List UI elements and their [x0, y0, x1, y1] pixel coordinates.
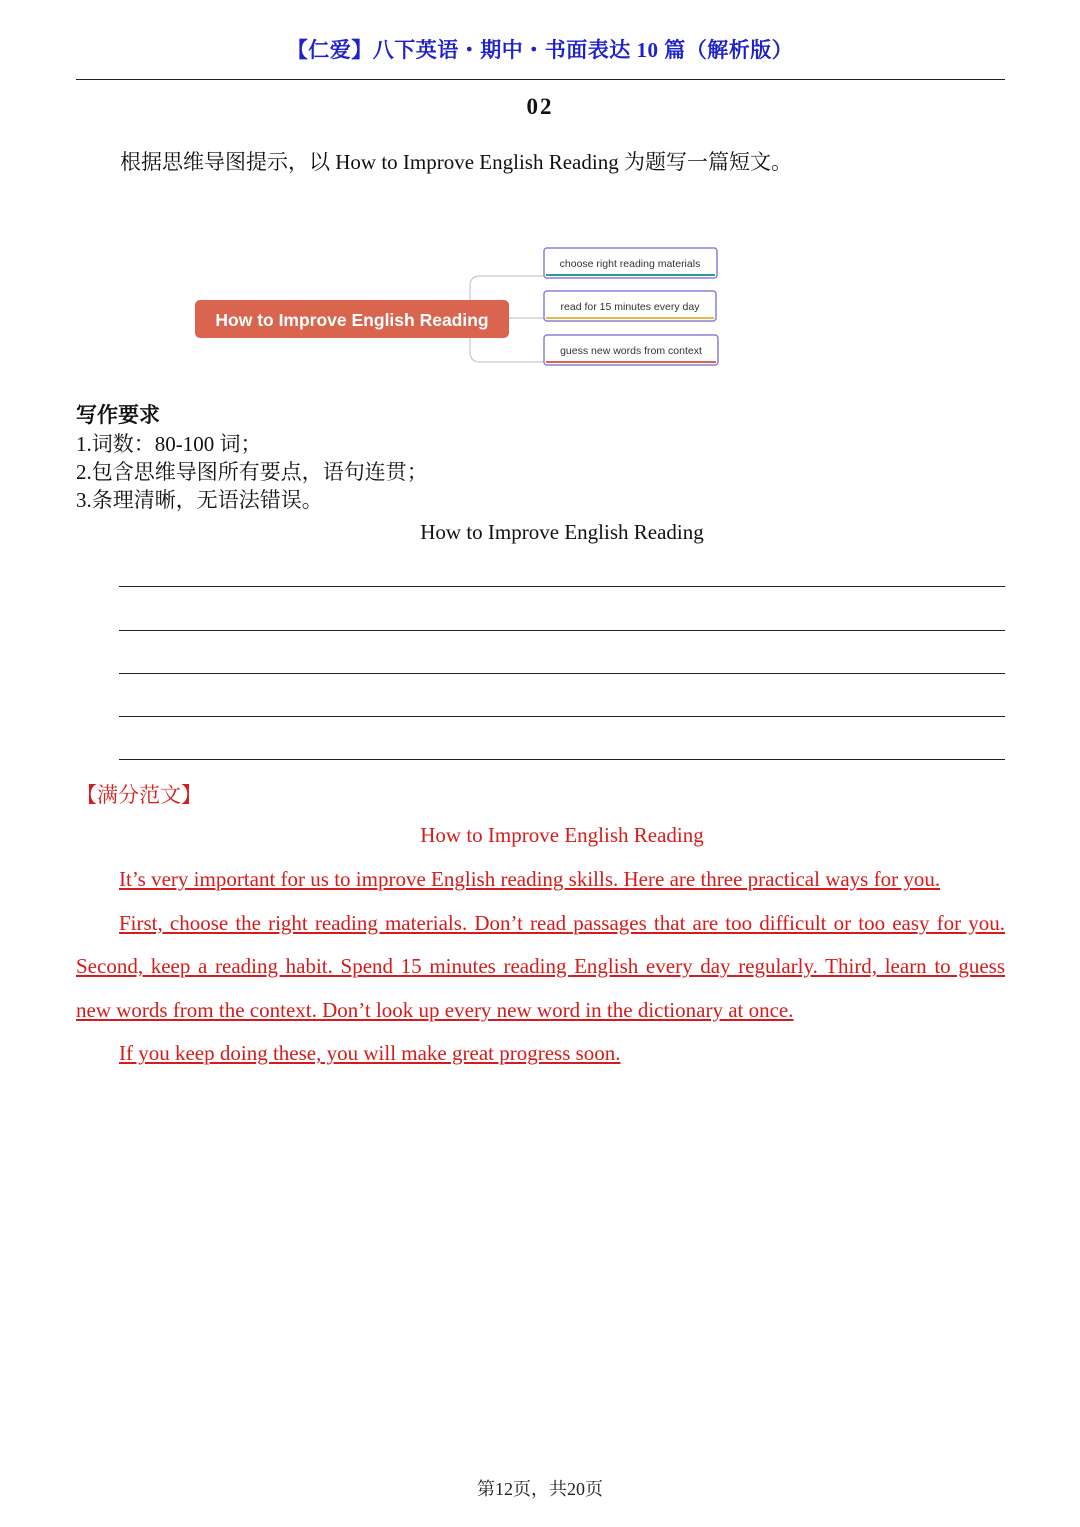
question-number: 02 [526, 94, 554, 119]
requirement-item: 1.词数：80-100 词； [76, 432, 262, 456]
question-prompt: 根据思维导图提示，以 How to Improve English Reading 为题写一篇短文。 [120, 150, 792, 174]
model-essay-body [76, 858, 1005, 1076]
essay-title: How to Improve English Reading [420, 520, 704, 544]
writing-line [119, 673, 1005, 674]
writing-line [119, 630, 1005, 631]
mind-map-branch-label: read for 15 minutes every day [560, 301, 700, 313]
mind-map-branch-label: choose right reading materials [559, 258, 701, 270]
model-paragraph: It’s very important for us to improve English reading skills. Here are three practical ways for you. [119, 867, 941, 891]
model-paragraph: First, choose the right reading materials. Don’t read passages that are too difficult or too easy for you. Second, keep a reading habit. Spend 15 minutes reading English every day regularly. Third, learn to guess new words from the context. Don’t look up every new word in the dictionary at once. [76, 910, 1005, 1022]
page-header-title: 【仁爱】八下英语・期中・书面表达 10 篇（解析版） [286, 38, 794, 62]
writing-line [119, 716, 1005, 717]
page-footer: 第12页，共20页 [477, 1479, 603, 1499]
model-paragraph: If you keep doing these, you will make great progress soon. [119, 1041, 621, 1065]
header-divider [76, 79, 1005, 80]
model-essay-title: How to Improve English Reading [420, 823, 704, 847]
requirements-title: 写作要求 [76, 403, 160, 427]
mind-map-branch-label: guess new words from context [560, 345, 702, 357]
model-essay-label: 【满分范文】 [76, 783, 202, 807]
writing-line [119, 759, 1005, 760]
writing-line [119, 586, 1005, 587]
requirement-item: 2.包含思维导图所有要点，语句连贯； [76, 460, 428, 484]
mind-map-center-label: How to Improve English Reading [215, 310, 489, 330]
requirement-item: 3.条理清晰，无语法错误。 [76, 488, 323, 512]
mind-map [180, 238, 740, 378]
